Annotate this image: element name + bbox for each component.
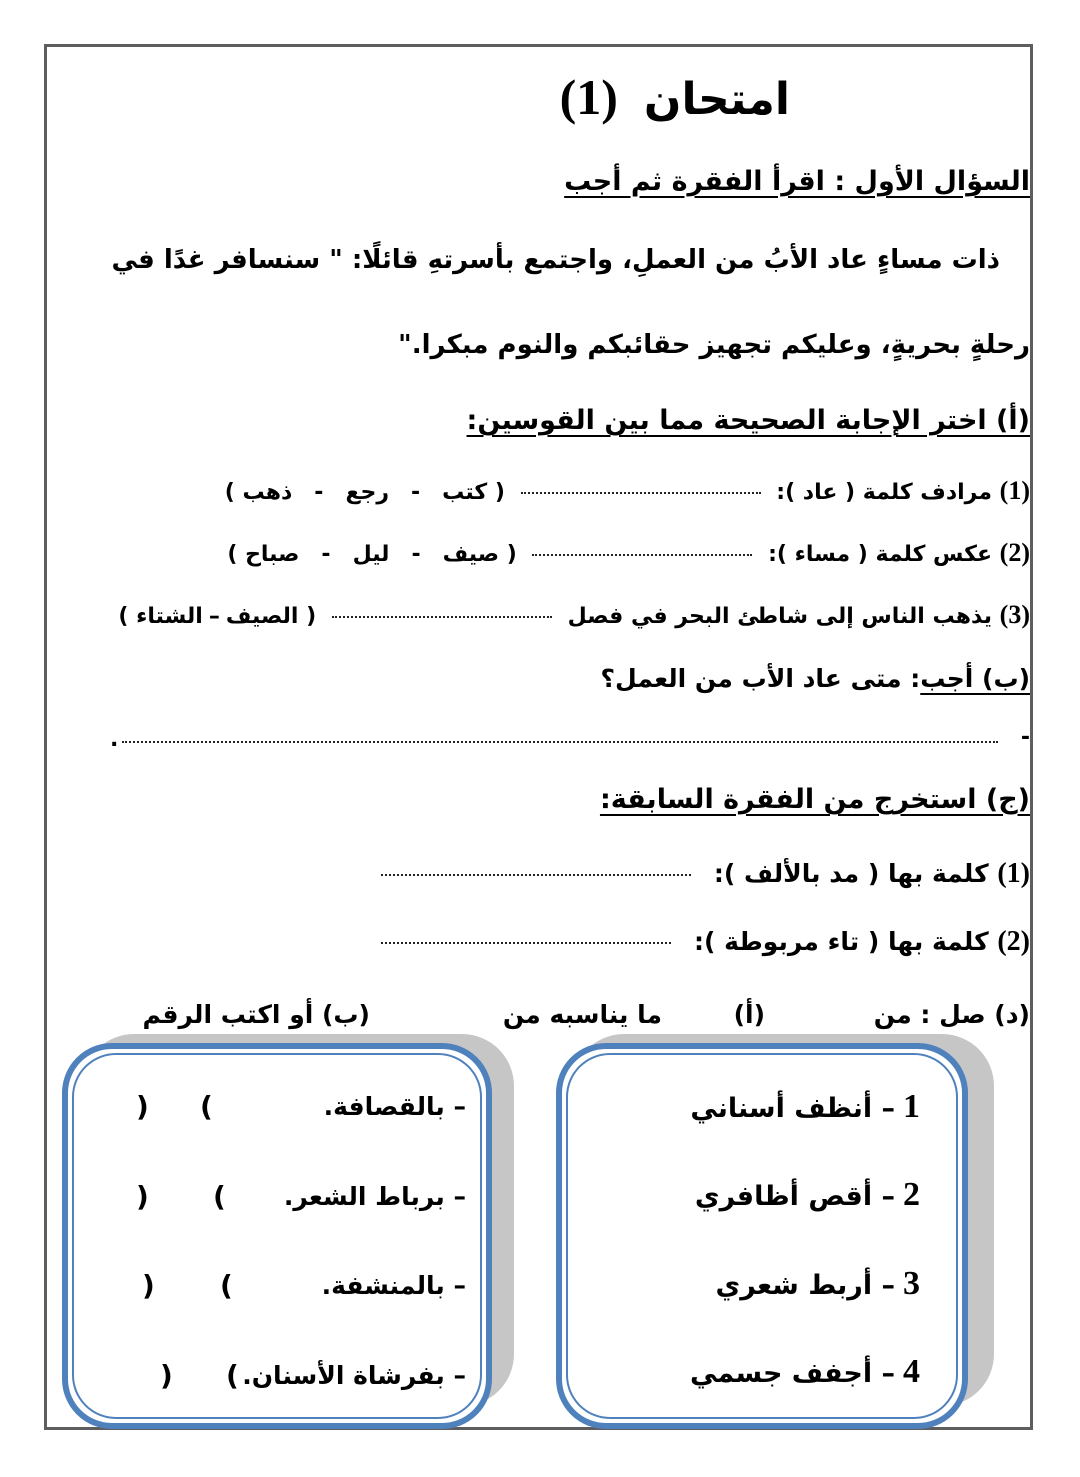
option[interactable]: الصيف bbox=[225, 604, 299, 629]
options-open-paren: ( bbox=[506, 542, 517, 567]
option[interactable]: رجع bbox=[345, 480, 389, 505]
exam-title-number: (1) bbox=[559, 69, 618, 125]
answer-blank[interactable] bbox=[521, 492, 761, 494]
question1-heading: السؤال الأول : اقرأ الفقرة ثم أجب bbox=[564, 166, 1030, 197]
option[interactable]: صباح bbox=[245, 542, 300, 567]
answer-paren-open: ( bbox=[200, 1090, 213, 1123]
part-d-label: (د) صل : من bbox=[873, 1000, 1030, 1029]
column-a-item-4[interactable] bbox=[690, 1353, 920, 1391]
part-a-item-3: (3) يذهب الناس إلى شاطئ البحر في فصل ( الصيف–الشتاء ) bbox=[118, 600, 1030, 629]
part-c-heading: (ج) استخرج من الفقرة السابقة: bbox=[599, 784, 1030, 815]
answer-paren-close: ) bbox=[136, 1180, 149, 1213]
part-b-text: : متى عاد الأب من العمل؟ bbox=[600, 664, 921, 693]
answer-dots bbox=[122, 741, 998, 743]
item-prompt: كلمة بها ( تاء مربوطة ): bbox=[693, 927, 989, 956]
exam-title bbox=[560, 68, 790, 126]
part-a-item-1: (1) مرادف كلمة ( عاد ): ( كتب-رجع-ذهب ) bbox=[224, 476, 1030, 505]
item-number: (2) bbox=[997, 926, 1030, 957]
column-b-item-2[interactable]: – برباط الشعر. bbox=[283, 1182, 466, 1211]
item-number: 3 bbox=[903, 1265, 920, 1302]
column-a-item-2[interactable] bbox=[695, 1176, 920, 1214]
option[interactable]: كتب bbox=[442, 480, 488, 505]
column-b-item-1[interactable]: – بالقصافة. bbox=[323, 1092, 466, 1121]
answer-blank[interactable] bbox=[532, 554, 752, 556]
answer-blank[interactable] bbox=[381, 874, 691, 876]
answer-end-dot: . bbox=[110, 727, 119, 752]
option[interactable]: الشتاء bbox=[136, 604, 203, 629]
column-b-item-3[interactable]: – بالمنشفة. bbox=[321, 1271, 466, 1300]
item-text: – أقص أظافري bbox=[694, 1181, 895, 1212]
answer-dash: - bbox=[1020, 725, 1030, 750]
part-d-middle-text: ما يناسبه من bbox=[502, 1000, 662, 1029]
part-c-item-1 bbox=[373, 858, 1030, 890]
item-number: 4 bbox=[903, 1353, 920, 1390]
paragraph-line-1: ذات مساءٍ عاد الأبُ من العملِ، واجتمع بأسرتهِ قائلًا: " سنسافر غدًا في bbox=[111, 245, 1000, 275]
exam-title-text: امتحان bbox=[643, 74, 790, 125]
answer-blank[interactable] bbox=[381, 942, 671, 944]
paragraph-line-2: رحلةٍ بحريةٍ، وعليكم تجهيز حقائبكم والنوم مبكرا." bbox=[398, 330, 1030, 360]
options-close-paren: ) bbox=[118, 604, 129, 629]
answer-paren-close: ) bbox=[160, 1359, 173, 1392]
item-number: (1) bbox=[999, 476, 1030, 505]
item-number: (2) bbox=[999, 538, 1030, 567]
part-c-item-2 bbox=[373, 926, 1030, 958]
item-prompt: مرادف كلمة ( عاد ): bbox=[776, 480, 992, 505]
options-close-paren: ) bbox=[227, 542, 238, 567]
options-open-paren: ( bbox=[494, 480, 505, 505]
part-b-question bbox=[601, 664, 1030, 693]
item-prompt: كلمة بها ( مد بالألف ): bbox=[713, 859, 989, 888]
answer-blank[interactable] bbox=[332, 616, 552, 618]
item-number: (1) bbox=[997, 858, 1030, 889]
item-number: 2 bbox=[903, 1176, 920, 1213]
item-text: – أربط شعري bbox=[715, 1270, 895, 1301]
answer-paren-close: ) bbox=[136, 1090, 149, 1123]
column-b-item-4[interactable]: – بفرشاة الأسنان. bbox=[242, 1361, 466, 1390]
options-close-paren: ) bbox=[224, 480, 235, 505]
item-text: – أنظف أسناني bbox=[690, 1093, 895, 1124]
part-a-heading: (أ) اختر الإجابة الصحيحة مما بين القوسين: bbox=[466, 405, 1030, 436]
item-number: (3) bbox=[999, 600, 1030, 629]
column-a-item-1[interactable] bbox=[690, 1088, 920, 1126]
part-d-col-a-label: (أ) bbox=[733, 1000, 765, 1029]
item-prompt: عكس كلمة ( مساء ): bbox=[768, 542, 992, 567]
item-number: 1 bbox=[903, 1088, 920, 1125]
part-b-label: (ب) أجب bbox=[920, 664, 1030, 693]
option[interactable]: ليل bbox=[352, 542, 390, 567]
option[interactable]: صيف bbox=[442, 542, 500, 567]
column-a-item-3[interactable] bbox=[716, 1265, 920, 1303]
option[interactable]: ذهب bbox=[242, 480, 293, 505]
part-b-answer-line[interactable] bbox=[110, 727, 1030, 757]
part-a-item-2: (2) عكس كلمة ( مساء ): ( صيف-ليل-صباح ) bbox=[227, 538, 1030, 567]
options-open-paren: ( bbox=[306, 604, 317, 629]
answer-paren-open: ( bbox=[220, 1269, 233, 1302]
item-text: – أجفف جسمي bbox=[690, 1358, 895, 1389]
part-d-col-b-label: (ب) أو اكتب الرقم bbox=[142, 1000, 370, 1029]
answer-paren-close: ) bbox=[142, 1269, 155, 1302]
answer-paren-open: ( bbox=[226, 1359, 239, 1392]
item-prompt: يذهب الناس إلى شاطئ البحر في فصل bbox=[567, 604, 992, 629]
answer-paren-open: ( bbox=[213, 1180, 226, 1213]
